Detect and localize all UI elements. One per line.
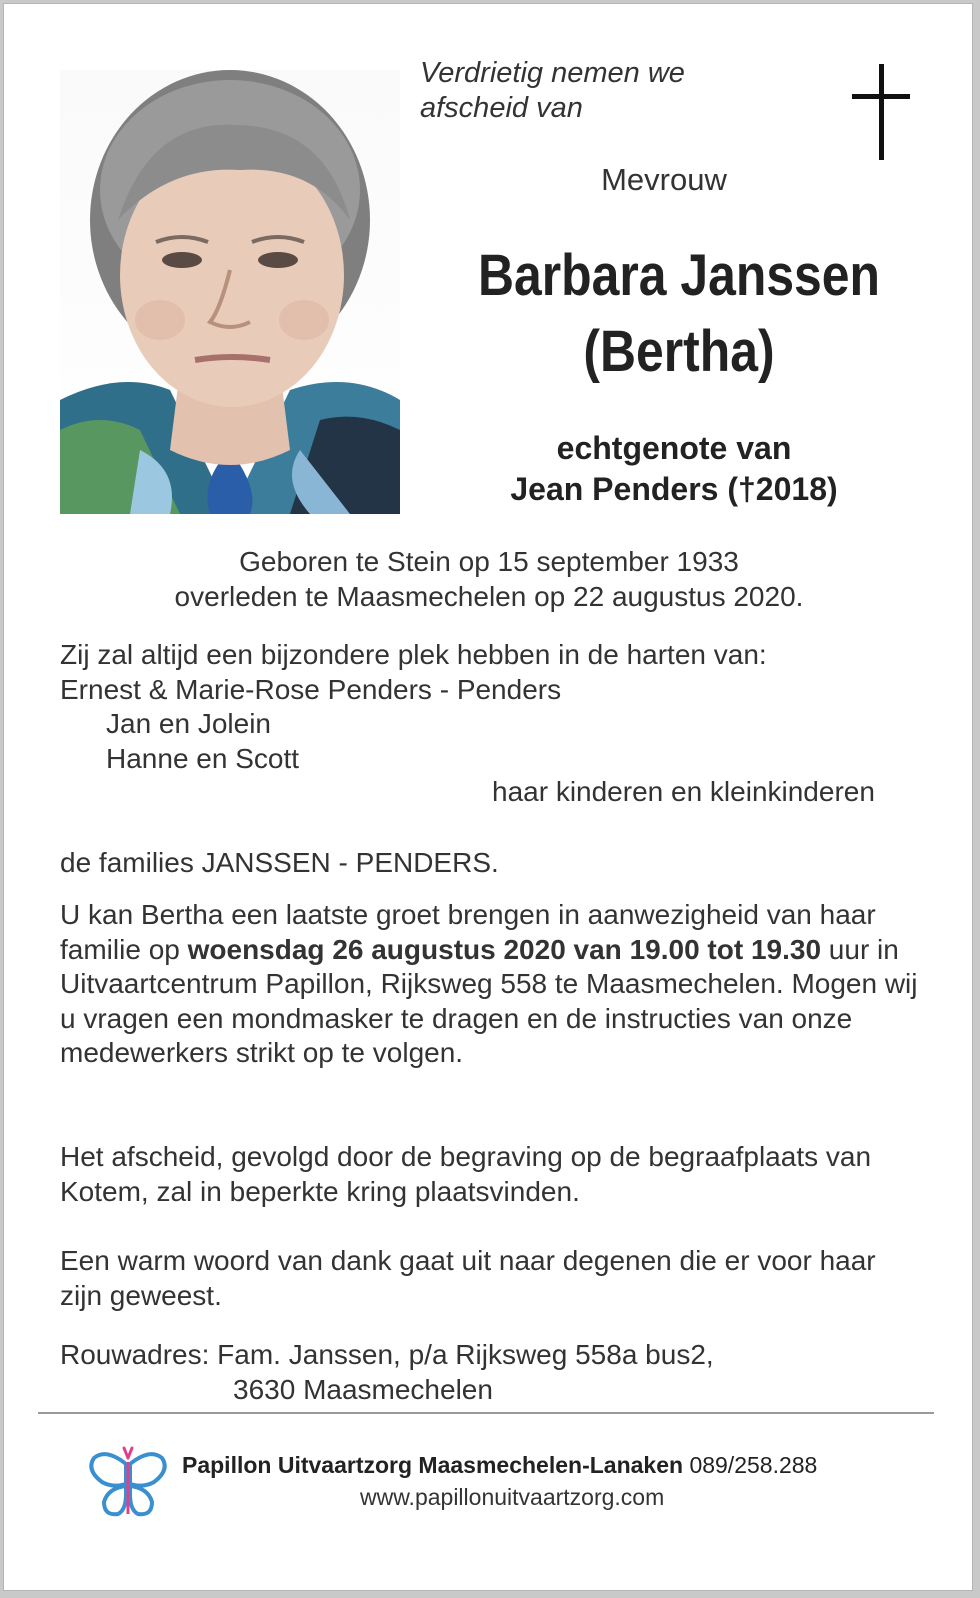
address-line: 3630 Maasmechelen xyxy=(233,1373,493,1405)
visit-text: U kan Bertha een laatste groet brengen in aanwezigheid van haar familie op xyxy=(60,899,876,965)
families-line: de families JANSSEN - PENDERS. xyxy=(60,847,499,878)
obituary-card xyxy=(3,3,973,1591)
spouse-line: echtgenote van xyxy=(556,430,792,466)
intro-line: afscheid van xyxy=(420,92,583,124)
funeral-home-phone[interactable]: 089/258.288 xyxy=(689,1452,818,1478)
funeral-home-name: Papillon Uitvaartzorg Maasmechelen-Lanaken xyxy=(182,1452,684,1478)
portrait-photo xyxy=(60,70,400,514)
cross-icon xyxy=(852,64,912,164)
life-dates xyxy=(4,544,973,614)
family-sub: Jan en Jolein xyxy=(106,708,272,740)
intro-line: Verdrietig nemen we xyxy=(420,57,685,89)
nickname-line: (Bertha) xyxy=(583,319,775,384)
funeral-home-website[interactable]: www.papillonuitvaartzorg.com xyxy=(360,1484,665,1510)
relatives-block xyxy=(60,638,920,776)
funeral-home-line xyxy=(182,1452,817,1479)
visit-datetime: woensdag 26 augustus 2020 van 19.00 tot 19.30 xyxy=(187,933,822,965)
death-line: overleden te Maasmechelen op 22 augustus 2020. xyxy=(174,581,804,612)
visit-text: uur in Uitvaartcentrum Papillon, Rijksweg 558 te Maasmechelen. Mogen wij u vragen een mondmasker te dragen en de instructies van onze medewerkers strikt op te volgen. xyxy=(60,933,918,1069)
birth-line: Geboren te Stein op 15 september 1933 xyxy=(239,546,739,577)
butterfly-logo-icon xyxy=(88,1444,168,1520)
visitation-paragraph xyxy=(60,898,920,1071)
address-line: Rouwadres: Fam. Janssen, p/a Rijksweg 558a bus2, xyxy=(60,1339,714,1370)
thanks-paragraph: Een warm woord van dank gaat uit naar degenen die er voor haar zijn geweest. xyxy=(60,1245,876,1311)
family-label: haar kinderen en kleinkinderen xyxy=(492,776,875,807)
family-sub: Hanne en Scott xyxy=(106,742,300,774)
spouse-info xyxy=(434,428,914,510)
deceased-name xyxy=(460,238,899,390)
family-main: Ernest & Marie-Rose Penders - Penders xyxy=(60,673,562,705)
hearts-intro: Zij zal altijd een bijzondere plek hebben in de harten van: xyxy=(60,639,767,670)
farewell-paragraph: Het afscheid, gevolgd door de begraving op de begraafplaats van Kotem, zal in beperkte kring plaatsvinden. xyxy=(60,1141,872,1207)
divider xyxy=(38,1412,934,1414)
name-line: Barbara Janssen xyxy=(477,243,881,308)
mourning-address xyxy=(60,1338,920,1407)
portrait-illustration xyxy=(60,70,400,514)
spouse-name: Jean Penders (†2018) xyxy=(510,471,838,507)
intro-text xyxy=(420,56,685,126)
title-prefix: Mevrouw xyxy=(601,162,727,197)
